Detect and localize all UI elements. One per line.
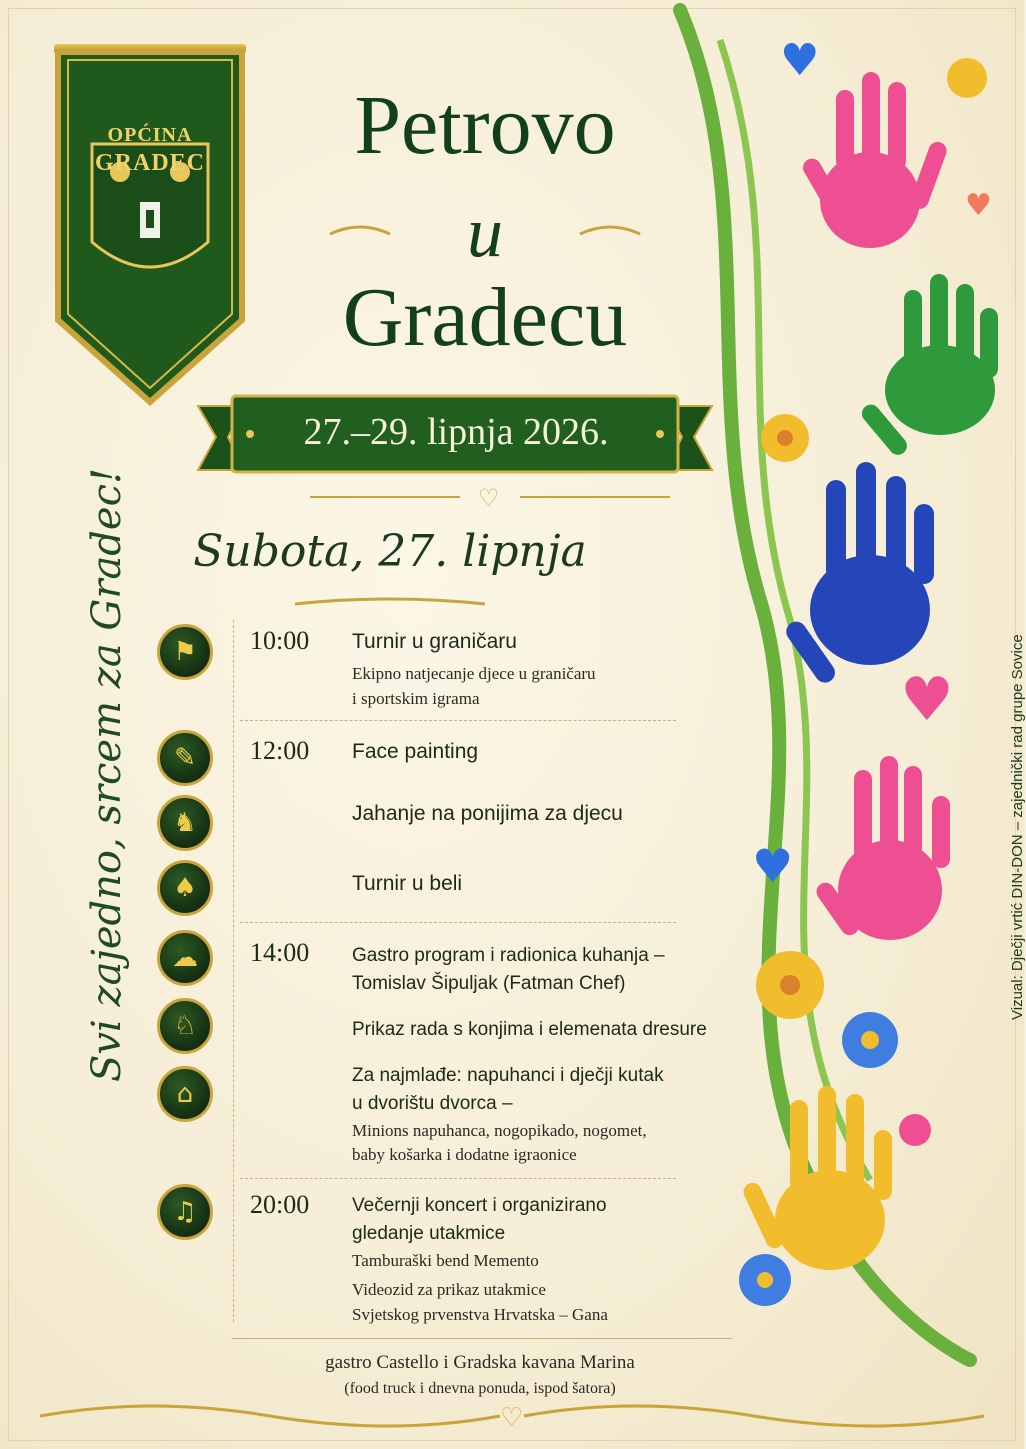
heart-icon: ♥	[900, 665, 954, 735]
banner-line-2: GRADEC	[94, 150, 205, 176]
event-title: Gastro program i radionica kuhanja –	[352, 945, 665, 966]
event-description: baby košarka i dodatne igraonice	[352, 1145, 577, 1164]
footer-line-1: gastro Castello i Gradska kavana Marina	[325, 1352, 635, 1373]
event-description: Tamburaški bend Memento	[352, 1251, 539, 1270]
time-slot: 14:00	[250, 938, 310, 967]
day-heading: Subota, 27. lipnja	[193, 526, 587, 577]
title-line-2: u	[467, 192, 503, 272]
event-description: Ekipno natjecanje djece u graničaru	[352, 664, 596, 683]
heart-icon: ♥	[752, 839, 794, 893]
banner-line-1: OPĆINA	[107, 124, 193, 146]
footer-line-2: (food truck i dnevna ponuda, ispod šatora)	[344, 1380, 616, 1397]
footer-divider	[232, 1338, 732, 1339]
municipality-banner	[54, 44, 246, 404]
event-title: Za najmlađe: napuhanci i dječji kutak	[352, 1065, 664, 1086]
bouncy-castle-icon: ⌂	[157, 1066, 213, 1122]
green-hand-icon	[858, 274, 998, 458]
chef-hat-icon: ☁	[157, 930, 213, 986]
horse-head-icon: ♞	[157, 795, 213, 851]
heart-icon: ♥	[965, 188, 992, 223]
playing-card-icon: ♠	[157, 860, 213, 916]
schedule-divider	[240, 922, 676, 923]
event-title: Turnir u graničaru	[352, 630, 517, 653]
palette-icon: ✎	[157, 730, 213, 786]
banner-pennant	[54, 52, 246, 412]
sun-icon	[947, 58, 987, 98]
event-description: Minions napuhanca, nogopikado, nogomet,	[352, 1121, 647, 1140]
event-title: gledanje utakmice	[352, 1223, 506, 1244]
event-description: Videozid za prikaz utakmice	[352, 1280, 546, 1299]
schedule-divider	[240, 720, 676, 721]
heading-underline	[290, 594, 490, 608]
music-note-icon: ♫	[157, 1184, 213, 1240]
schedule-timeline	[233, 620, 234, 1322]
blue-hand-icon	[782, 462, 934, 687]
schedule-divider	[240, 1178, 676, 1179]
time-slot: 10:00	[250, 626, 310, 655]
event-title: Tomislav Šipuljak (Fatman Chef)	[352, 973, 626, 994]
event-title: Večernji koncert i organizirano	[352, 1195, 607, 1216]
event-title: Prikaz rada s konjima i elemenata dresure	[352, 1019, 707, 1040]
event-description: Svjetskog prvenstva Hrvatska – Gana	[352, 1305, 608, 1324]
title-line-3: Gradecu	[342, 271, 628, 364]
ornament-divider	[300, 482, 680, 512]
artwork-credit-text: Vizual: Dječji vrtić DIN-DON – zajednički rad grupe Sovice	[1009, 634, 1026, 1020]
pink-hand-icon	[813, 756, 950, 940]
title-line-1: Petrovo	[354, 79, 616, 172]
pink-hand-icon	[800, 72, 949, 248]
bottom-ornament	[30, 1392, 994, 1438]
event-description: i sportskim igrama	[352, 689, 480, 708]
horse-icon: ♘	[157, 998, 213, 1054]
event-title: Jahanje na ponijima za djecu	[352, 802, 623, 825]
event-title: u dvorištu dvorca –	[352, 1093, 513, 1114]
flags-icon: ⚑	[157, 624, 213, 680]
heart-icon: ♡	[500, 1403, 524, 1433]
heart-icon: ♡	[478, 484, 500, 512]
pink-flower-icon	[899, 1114, 931, 1146]
side-slogan-text: Svi zajedno, srcem za Gradec!	[84, 467, 130, 1082]
event-title: Turnir u beli	[352, 872, 463, 895]
event-title: Face painting	[352, 740, 479, 763]
event-dates: 27.–29. lipnja 2026.	[303, 411, 609, 453]
time-slot: 12:00	[250, 736, 310, 765]
time-slot: 20:00	[250, 1190, 310, 1219]
heart-icon: ♥	[780, 35, 820, 86]
